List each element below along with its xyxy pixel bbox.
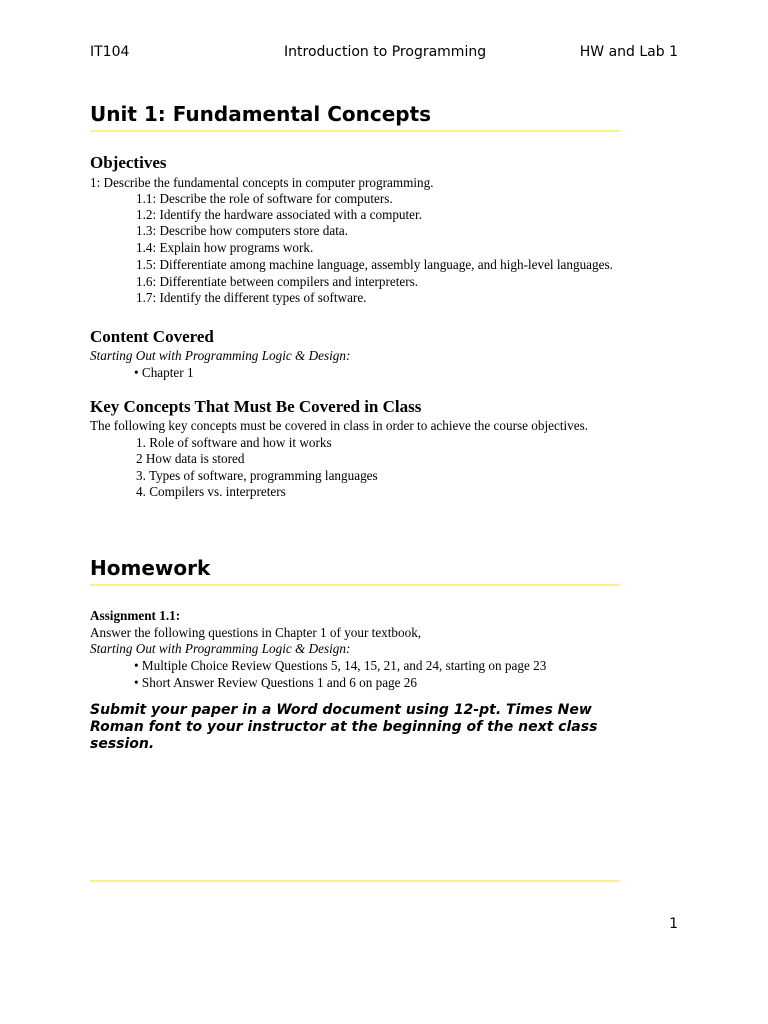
objective-main: 1: Describe the fundamental concepts in computer programming.: [90, 175, 434, 190]
unit-title-rule: [90, 130, 620, 132]
assignment-bullet-text: Short Answer Review Questions 1 and 6 on page 26: [141, 675, 417, 690]
unit-title: Unit 1: Fundamental Concepts: [90, 102, 432, 126]
assignment-book-title: Starting Out with Programming Logic & Design:: [90, 641, 351, 656]
assignment-bullet: • Short Answer Review Questions 1 and 6 on page 26: [134, 675, 417, 690]
key-concepts-intro: The following key concepts must be covered in class in order to achieve the course objectives.: [90, 418, 589, 433]
submit-instructions: Submit your paper in a Word document using 12-pt. Times New Roman font to your instructor at the beginning of the next class session.: [90, 702, 598, 752]
footer-rule: [90, 880, 620, 882]
key-concept-item: 3. Types of software, programming languages: [136, 468, 378, 483]
key-concept-item: 2 How data is stored: [136, 451, 245, 466]
content-bullet-text: Chapter 1: [141, 365, 194, 380]
header-course-title: Introduction to Programming: [284, 44, 487, 60]
content-covered-heading: Content Covered: [90, 327, 214, 346]
homework-title-rule: [90, 584, 620, 586]
homework-title: Homework: [90, 556, 211, 580]
content-book-title: Starting Out with Programming Logic & Design:: [90, 348, 351, 363]
objective-item: 1.2: Identify the hardware associated with a computer.: [136, 207, 422, 222]
assignment-label: Assignment 1.1:: [90, 608, 181, 623]
objective-item: 1.5: Differentiate among machine language, assembly language, and high-level languages.: [136, 257, 613, 272]
assignment-bullet: • Multiple Choice Review Questions 5, 14, 15, 21, and 24, starting on page 23: [134, 658, 547, 673]
objective-item: 1.1: Describe the role of software for computers.: [136, 191, 393, 206]
objective-item: 1.4: Explain how programs work.: [136, 240, 314, 255]
content-bullet: • Chapter 1: [134, 365, 194, 380]
key-concept-item: 4. Compilers vs. interpreters: [136, 484, 286, 499]
assignment-instruction: Answer the following questions in Chapter 1 of your textbook,: [90, 625, 422, 640]
page-header: [90, 44, 678, 64]
key-concept-item: 1. Role of software and how it works: [136, 435, 332, 450]
objective-item: 1.7: Identify the different types of software.: [136, 290, 367, 305]
page-number: 1: [669, 916, 678, 932]
header-assignment: HW and Lab 1: [579, 44, 678, 60]
assignment-bullet-text: Multiple Choice Review Questions 5, 14, 15, 21, and 24, starting on page 23: [141, 658, 547, 673]
header-course-code: IT104: [90, 44, 130, 60]
key-concepts-heading: Key Concepts That Must Be Covered in Class: [90, 397, 422, 416]
objectives-heading: Objectives: [90, 153, 167, 172]
objective-item: 1.6: Differentiate between compilers and interpreters.: [136, 274, 419, 289]
objective-item: 1.3: Describe how computers store data.: [136, 223, 349, 238]
